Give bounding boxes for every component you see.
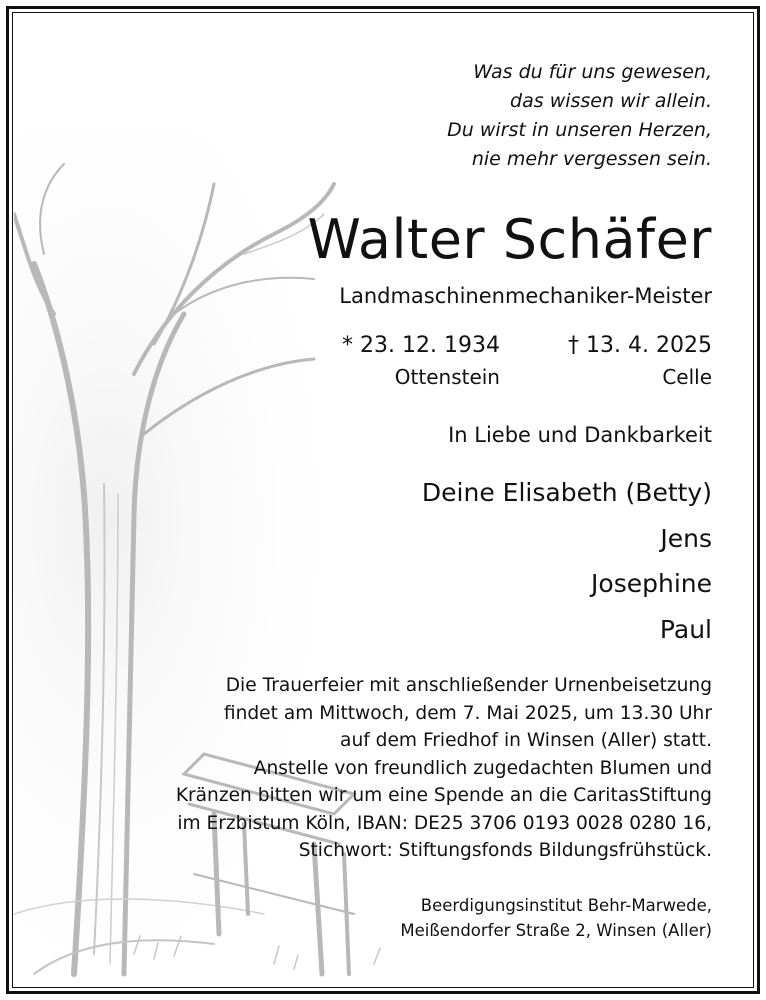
poem-line: das wissen wir allein. bbox=[510, 90, 712, 112]
info-line: Kränzen bitten wir um eine Spende an die CaritasStiftung bbox=[175, 785, 712, 806]
info-line: Stichwort: Stiftungsfonds Bildungsfrühstück. bbox=[298, 840, 712, 861]
life-dates bbox=[312, 330, 712, 396]
mourner-name: Deine Elisabeth (Betty) bbox=[421, 478, 712, 507]
death-info bbox=[568, 330, 712, 392]
birth-info bbox=[342, 330, 500, 392]
mourners-list bbox=[422, 470, 712, 652]
mourner-name: Josephine bbox=[591, 569, 712, 598]
info-line: Anstelle von freundlich zugedachten Blumen und bbox=[253, 757, 712, 779]
undertaker-info bbox=[400, 893, 712, 943]
undertaker-line: Meißendorfer Straße 2, Winsen (Aller) bbox=[400, 921, 712, 940]
death-date: † 13. 4. 2025 bbox=[568, 333, 712, 358]
birth-date: * 23. 12. 1934 bbox=[342, 333, 500, 358]
deceased-name: Walter Schäfer bbox=[307, 208, 712, 271]
info-line: findet am Mittwoch, dem 7. Mai 2025, um 13.30 Uhr bbox=[223, 702, 712, 724]
mourners-intro: In Liebe und Dankbarkeit bbox=[448, 423, 712, 447]
poem-line: Du wirst in unseren Herzen, bbox=[447, 119, 712, 141]
deceased-profession: Landmaschinenmechaniker-Meister bbox=[339, 284, 712, 308]
poem-line: Was du für uns gewesen, bbox=[473, 61, 712, 83]
death-place: Celle bbox=[662, 365, 712, 389]
info-line: auf dem Friedhof in Winsen (Aller) statt. bbox=[340, 730, 712, 751]
mourner-name: Paul bbox=[659, 614, 712, 644]
service-info bbox=[176, 672, 712, 865]
info-line: Die Trauerfeier mit anschließender Urnenbeisetzung bbox=[225, 675, 712, 696]
mourner-name: Jens bbox=[660, 523, 712, 553]
birth-place: Ottenstein bbox=[394, 365, 500, 389]
poem bbox=[192, 58, 712, 174]
info-line: im Erzbistum Köln, IBAN: DE25 3706 0193 0028 0280 16, bbox=[177, 812, 712, 834]
poem-line: nie mehr vergessen sein. bbox=[471, 148, 712, 170]
undertaker-line: Beerdigungsinstitut Behr-Marwede, bbox=[420, 896, 712, 915]
